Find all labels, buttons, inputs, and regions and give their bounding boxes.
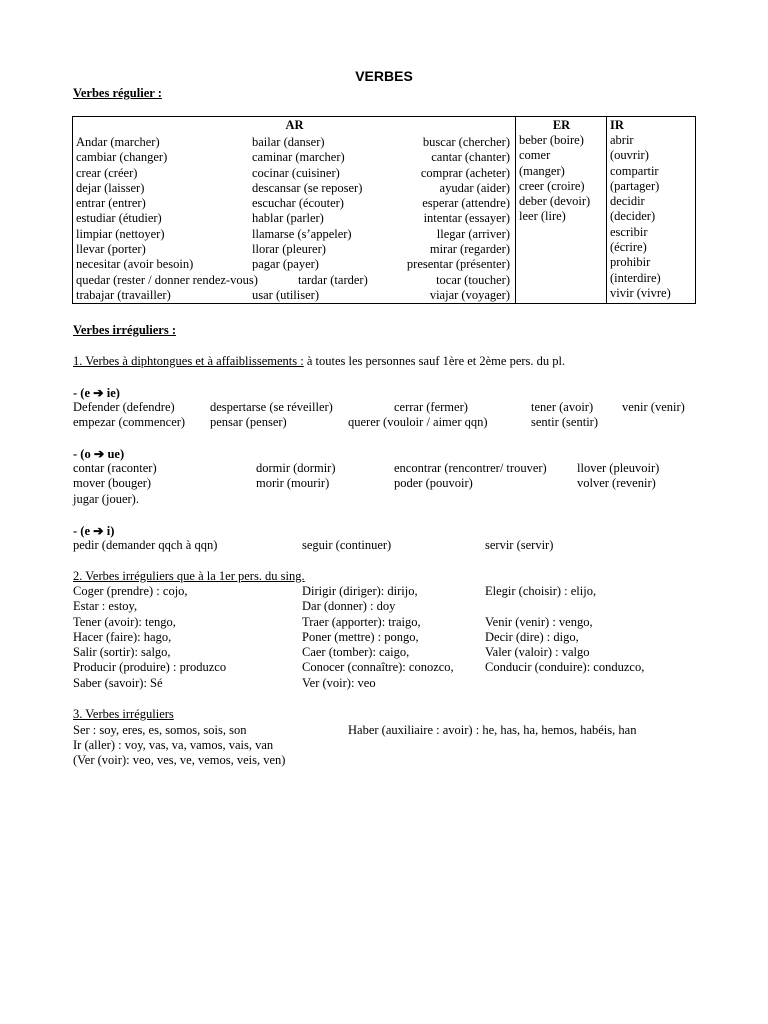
list-item: caminar (marcher) <box>252 150 345 165</box>
list-item: comprar (acheter) <box>420 165 510 180</box>
list-item: mirar (regarder) <box>429 242 510 257</box>
list-item: Caer (tomber): caigo, <box>302 645 410 660</box>
list-item: (decider) <box>610 209 656 224</box>
list-item: beber (boire) <box>519 133 584 147</box>
list-item: Venir (venir) : vengo, <box>485 614 593 629</box>
list-item: sentir (sentir) <box>531 415 598 429</box>
ser-conjugation: Ser : soy, eres, es, somos, sois, son <box>73 723 247 737</box>
list-item: Dar (donner) : doy <box>302 599 396 614</box>
list-item: cocinar (cuisiner) <box>252 165 340 180</box>
list-item: necesitar (avoir besoin) <box>76 257 194 272</box>
list-item: compartir <box>610 163 659 178</box>
list-item: Dirigir (diriger): dirijo, <box>302 584 418 598</box>
list-item: vivir (vivre) <box>610 285 671 300</box>
list-item: deber (devoir) <box>519 194 591 209</box>
list-item <box>485 599 644 614</box>
list-item: volver (revenir) <box>577 476 656 490</box>
list-item: leer (lire) <box>519 209 566 224</box>
er-header: ER <box>552 118 571 132</box>
section2-column-3 <box>485 584 644 691</box>
regular-verbs-table <box>72 116 696 304</box>
e-i-label-b: i) <box>103 524 115 538</box>
list-item: Elegir (choisir) : elijo, <box>485 584 597 598</box>
section2-column-1 <box>73 584 226 691</box>
list-item: (ouvrir) <box>610 148 649 163</box>
list-item <box>485 676 644 691</box>
list-item: quedar (rester / donner rendez-vous) <box>76 272 258 287</box>
list-item: intentar (essayer) <box>423 211 510 226</box>
list-item: morir (mourir) <box>256 476 330 490</box>
ir-cell <box>607 117 696 304</box>
list-item: Producir (produire) : produzco <box>73 660 227 675</box>
list-item: (interdire) <box>610 270 661 285</box>
list-item: entrar (entrer) <box>76 196 146 211</box>
list-item: Coger (prendre) : cojo, <box>73 584 188 598</box>
list-item: descansar (se reposer) <box>252 180 363 195</box>
arrow-right-icon: ➔ <box>93 524 104 538</box>
list-item: dejar (laisser) <box>76 180 145 195</box>
e-ie-label-b: ie) <box>103 386 120 400</box>
list-item: despertarse (se réveiller) <box>210 400 333 414</box>
list-item: Poner (mettre) : pongo, <box>302 629 419 644</box>
list-item: cerrar (fermer) <box>394 400 468 414</box>
list-item: escuchar (écouter) <box>252 196 344 211</box>
ar-column-3 <box>407 135 510 303</box>
list-item: creer (croire) <box>519 178 585 193</box>
arrow-right-icon: ➔ <box>93 447 105 461</box>
list-item: Defender (defendre) <box>73 400 175 414</box>
list-item: bailar (danser) <box>252 135 325 149</box>
list-item: servir (servir) <box>485 538 554 552</box>
list-item: poder (pouvoir) <box>394 476 473 490</box>
list-item: contar (raconter) <box>73 461 157 475</box>
list-item: Estar : estoy, <box>73 599 138 614</box>
list-item: empezar (commencer) <box>73 415 186 429</box>
list-item: pensar (penser) <box>210 415 287 429</box>
ar-column-2 <box>252 135 368 303</box>
list-item: buscar (chercher) <box>422 135 510 149</box>
regular-verbs-heading: Verbes régulier : <box>73 86 162 100</box>
list-item: crear (créer) <box>76 165 138 180</box>
list-item: comer <box>519 148 551 163</box>
e-ie-label-a: - (e <box>73 386 94 400</box>
list-item: Tener (avoir): tengo, <box>73 614 176 629</box>
list-item: Conducir (conduire): conduzco, <box>485 660 645 675</box>
arrow-right-icon: ➔ <box>93 386 104 400</box>
list-item: Valer (valoir) : valgo <box>485 645 590 660</box>
list-item: venir (venir) <box>622 400 685 414</box>
list-item: tardar (tarder) <box>298 272 368 287</box>
haber-conjugation: Haber (auxiliaire : avoir) : he, has, ha, hemos, habéis, han <box>348 723 637 737</box>
list-item: decidir <box>610 194 645 209</box>
list-item: llover (pleuvoir) <box>577 461 660 475</box>
section1-heading-line <box>73 354 565 369</box>
ir-conjugation: Ir (aller) : voy, vas, va, vamos, vais, van <box>73 738 274 752</box>
page-title: VERBES <box>355 68 413 84</box>
list-item: jugar (jouer). <box>73 492 139 506</box>
list-item: prohibir <box>610 255 651 270</box>
ar-cell <box>73 117 516 304</box>
list-item: estudiar (étudier) <box>76 211 162 226</box>
list-item: Decir (dire) : digo, <box>485 629 579 644</box>
list-item: llamarse (s’appeler) <box>252 226 352 241</box>
list-item: pedir (demander qqch à qqn) <box>73 538 218 552</box>
er-column <box>519 133 604 225</box>
list-item: (partager) <box>610 178 660 193</box>
o-ue-label-a: - (o <box>73 447 94 461</box>
list-item: ayudar (aider) <box>439 180 510 195</box>
section1-heading: 1. Verbes à diphtongues et à affaiblissements : <box>73 354 304 368</box>
section2-heading: 2. Verbes irréguliers que à la 1er pers. du sing. <box>73 569 305 583</box>
ar-column-1 <box>76 135 258 303</box>
list-item: abrir <box>610 133 634 147</box>
list-item: trabajar (travailler) <box>76 287 171 302</box>
list-item: seguir (continuer) <box>302 538 392 552</box>
section2-column-2 <box>302 584 454 691</box>
list-item: Andar (marcher) <box>76 135 160 149</box>
e-i-label-a: - (e <box>73 524 94 538</box>
o-ue-label-b: ue) <box>104 447 125 461</box>
list-item: usar (utiliser) <box>252 287 319 302</box>
list-item: cambiar (changer) <box>76 150 168 165</box>
list-item: llorar (pleurer) <box>252 242 326 257</box>
list-item: dormir (dormir) <box>256 461 336 475</box>
list-item: hablar (parler) <box>252 211 324 226</box>
list-item: tocar (toucher) <box>436 272 510 287</box>
ver-conjugation: (Ver (voir): veo, ves, ve, vemos, veis, ven) <box>73 753 286 767</box>
list-item: tener (avoir) <box>531 400 594 414</box>
list-item: Conocer (connaître): conozco, <box>302 660 454 675</box>
irregular-verbs-heading: Verbes irréguliers : <box>73 323 176 337</box>
list-item: Ver (voir): veo <box>302 675 376 690</box>
list-item: escribir <box>610 224 648 239</box>
list-item: querer (vouloir / aimer qqn) <box>348 415 488 429</box>
list-item: (écrire) <box>610 240 647 255</box>
list-item: (manger) <box>519 163 565 178</box>
ir-header: IR <box>610 118 624 132</box>
list-item: llevar (porter) <box>76 242 146 257</box>
list-item: limpiar (nettoyer) <box>76 226 165 241</box>
ir-column <box>610 133 693 301</box>
list-item: mover (bouger) <box>73 476 152 490</box>
section1-note: à toutes les personnes sauf 1ère et 2ème pers. du pl. <box>303 354 566 368</box>
section3-heading: 3. Verbes irréguliers <box>73 707 174 721</box>
e-ie-label <box>73 385 120 401</box>
list-item: Salir (sortir): salgo, <box>73 645 171 660</box>
list-item: Hacer (faire): hago, <box>73 629 172 644</box>
ar-header: AR <box>285 118 304 132</box>
list-item: llegar (arriver) <box>436 226 510 241</box>
o-ue-label <box>73 446 124 462</box>
list-item: pagar (payer) <box>252 257 319 272</box>
list-item: encontrar (rencontrer/ trouver) <box>394 461 547 475</box>
e-i-label <box>73 523 114 539</box>
list-item: esperar (attendre) <box>422 196 510 211</box>
list-item: cantar (chanter) <box>431 150 510 165</box>
list-item: presentar (présenter) <box>406 257 510 272</box>
list-item: Traer (apporter): traigo, <box>302 614 421 629</box>
list-item: Saber (savoir): Sé <box>73 675 163 690</box>
list-item: viajar (voyager) <box>429 287 510 302</box>
er-cell <box>516 117 607 304</box>
